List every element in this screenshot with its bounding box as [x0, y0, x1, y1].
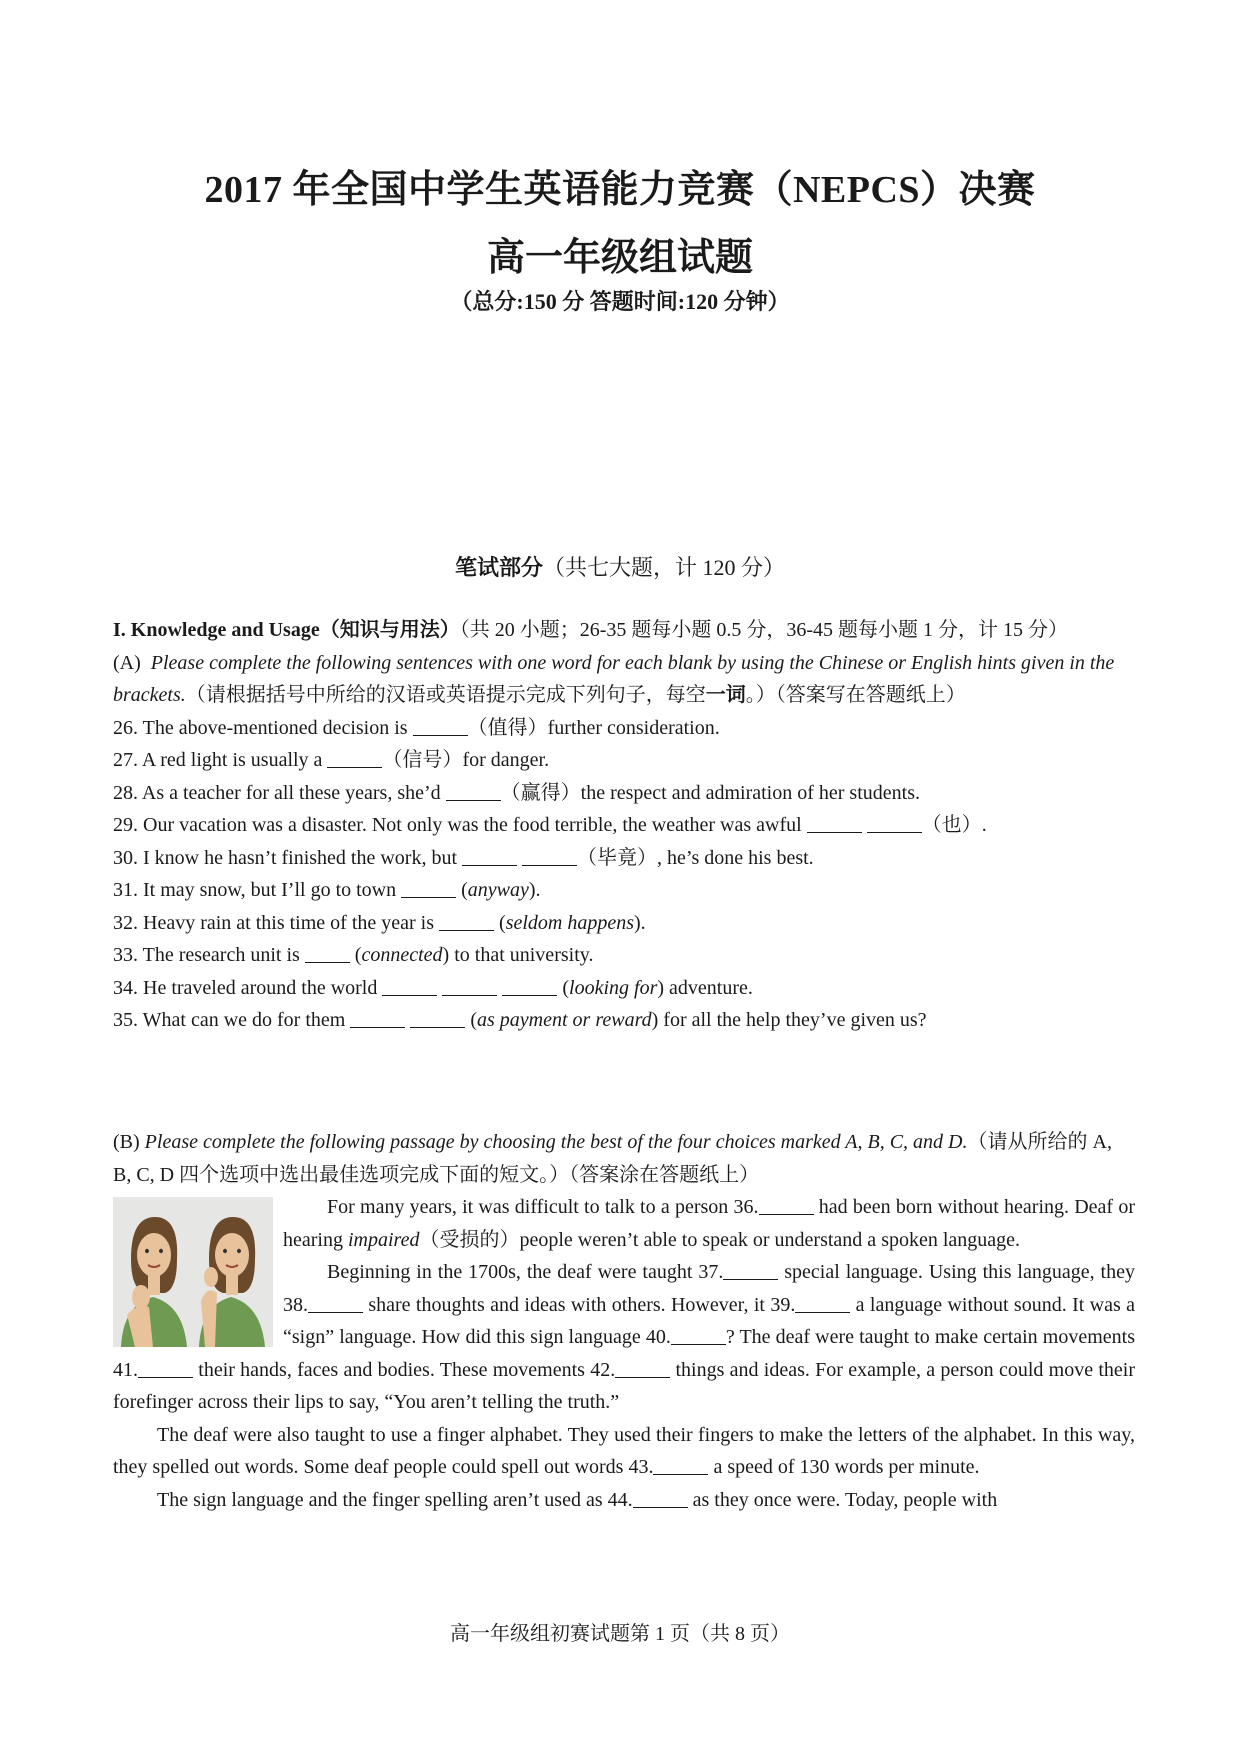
answer-blank[interactable] — [382, 975, 437, 996]
p2-part-e: ? The deaf were taught to make certain movements 41. — [113, 1326, 1135, 1381]
q33-post: ) to that university. — [442, 944, 594, 966]
q29-post: . — [981, 814, 987, 836]
q35-hint: as payment or reward — [477, 1009, 652, 1031]
answer-blank[interactable] — [413, 715, 468, 736]
exam-subtitle: 高一年级组试题 — [486, 237, 753, 279]
p4-part-a: The sign language and the finger spelling aren’t used as 44. — [157, 1488, 633, 1511]
question-32: 32. Heavy rain at this time of the year is (seldom happens). — [113, 911, 646, 934]
q26-hint: （值得） — [467, 716, 548, 739]
q27-hint: （信号） — [382, 749, 463, 771]
part-a-instr-cn-bold: 一词 — [705, 684, 746, 706]
section-title-bold: 笔试部分 — [454, 555, 543, 580]
part-one — [113, 614, 1135, 1037]
section-heading — [0, 551, 1240, 582]
answer-blank[interactable] — [867, 812, 922, 833]
p2-part-d: a language without sound. It was a “sign” language. How did this sign language 40. — [283, 1293, 1135, 1348]
question-28 — [113, 777, 1135, 810]
question-30 — [113, 842, 1135, 875]
exam-meta: （总分:150 分 答题时间:120 分钟） — [450, 289, 790, 314]
answer-blank[interactable] — [308, 1292, 363, 1313]
q32-hint: seldom happens — [505, 911, 635, 934]
two-women-signing-image — [113, 1197, 273, 1347]
part-b-instr-cn: （请从所给的 A, B, C, D 四个选项中选出最佳选项完成下面的短文。）（答案涂在答题纸上） — [113, 1131, 1112, 1186]
q27-text: 27. A red light is usually a — [113, 749, 328, 771]
answer-blank[interactable] — [671, 1324, 726, 1345]
p4-part-b: as they once were. Today, people with — [687, 1488, 998, 1511]
part-a-instr-en: Please complete the following sentences with one word for each blank by using the Chinese or English hints given in the brackets. — [113, 651, 1115, 706]
answer-blank[interactable] — [633, 1487, 688, 1508]
answer-blank[interactable] — [807, 812, 862, 833]
question-27 — [113, 744, 1135, 777]
answer-blank[interactable] — [327, 747, 382, 768]
q34-text: 34. He traveled around the world — [113, 976, 383, 999]
q32-post: ). — [634, 911, 646, 934]
answer-blank[interactable] — [138, 1357, 193, 1378]
q26-text: 26. The above-mentioned decision is — [113, 716, 413, 739]
q33-text: 33. The research unit is — [113, 944, 305, 966]
part-b-instr-en: Please complete the following passage by choosing the best of the four choices marked A, B, C, and D. — [144, 1131, 968, 1153]
answer-blank[interactable] — [442, 975, 497, 996]
answer-blank[interactable] — [350, 1007, 405, 1028]
p2-part-a: Beginning in the 1700s, the deaf were taught 37. — [327, 1261, 724, 1283]
p1-impaired: impaired — [347, 1228, 420, 1251]
answer-blank[interactable] — [446, 780, 501, 801]
q26-post: further consideration. — [547, 716, 720, 739]
passage-paragraph-3 — [113, 1419, 1135, 1484]
p1-part-a: For many years, it was difficult to talk to a person 36. — [327, 1196, 759, 1218]
answer-blank[interactable] — [305, 942, 350, 963]
answer-blank[interactable] — [410, 1007, 465, 1028]
p3-part-b: a speed of 130 words per minute. — [708, 1456, 980, 1478]
p2-part-g: things and ideas. For example, a person could move their forefinger across their lips to say, “You aren’t telling the truth.” — [113, 1358, 1136, 1413]
sign-language-illustration — [113, 1197, 273, 1347]
question-33: 33. The research unit is (connected) to that university. — [113, 944, 594, 966]
passage-paragraph-4 — [113, 1484, 1135, 1517]
answer-blank[interactable] — [502, 975, 557, 996]
answer-blank[interactable] — [522, 845, 577, 866]
page-footer: 高一年级组初赛试题第 1 页（共 8 页） — [450, 1623, 790, 1645]
q35-post: ) for all the help they’ve given us? — [651, 1009, 927, 1031]
p2-part-b: special language. Using this language, they 38. — [283, 1261, 1135, 1316]
p3-part-a: The deaf were also taught to use a finger alphabet. They used their fingers to make the letters of the alphabet. In this way, they spelled out words. Some deaf people could spell out words 43. — [113, 1423, 1135, 1478]
q35-text: 35. What can we do for them — [113, 1009, 351, 1031]
question-26 — [113, 712, 1135, 745]
p1-part-c: people weren’t able to speak or understand a spoken language. — [519, 1228, 1021, 1251]
part-b — [113, 1126, 1135, 1516]
q28-text: 28. As a teacher for all these years, she’d — [113, 781, 446, 804]
q34-post: ) adventure. — [657, 976, 753, 999]
question-31: 31. It may snow, but I’ll go to town (anyway). — [113, 879, 541, 901]
q30-hint: （毕竟） — [577, 846, 658, 869]
part-a-instruction — [113, 647, 1135, 712]
part-a-instr-cn-2: 。）（答案写在答题纸上） — [745, 684, 966, 706]
part-one-heading-rest: （共 20 小题；26-35 题每小题 0.5 分，36-45 题每小题 1 分，计 15 分） — [459, 619, 1069, 641]
p2-part-f: their hands, faces and bodies. These movements 42. — [193, 1358, 616, 1381]
part-b-instruction — [113, 1126, 1135, 1191]
question-35: 35. What can we do for them (as payment or reward) for all the help they’ve given us? — [113, 1009, 927, 1031]
q34-hint: looking for — [569, 976, 658, 999]
question-29 — [113, 809, 1135, 842]
answer-blank[interactable] — [615, 1357, 670, 1378]
answer-blank[interactable] — [795, 1292, 850, 1313]
answer-blank[interactable] — [653, 1454, 708, 1475]
part-b-label: (B) — [113, 1131, 140, 1153]
q33-hint: connected — [361, 944, 443, 966]
section-title-rest: （共七大题，计 120 分） — [543, 555, 786, 580]
q31-text: 31. It may snow, but I’ll go to town — [113, 879, 402, 901]
q28-hint: （赢得） — [500, 781, 581, 804]
part-one-heading-bold: I. Knowledge and Usage（知识与用法） — [113, 619, 460, 641]
q29-text: 29. Our vacation was a disaster. Not only was the food terrible, the weather was awful — [113, 814, 807, 836]
q28-post: the respect and admiration of her students. — [580, 781, 920, 804]
answer-blank[interactable] — [439, 910, 494, 931]
exam-title: 2017 年全国中学生英语能力竞赛（NEPCS）决赛 — [204, 169, 1036, 211]
q31-hint: anyway — [467, 879, 529, 901]
question-34: 34. He traveled around the world (looking for) adventure. — [113, 976, 753, 999]
q32-text: 32. Heavy rain at this time of the year is — [113, 911, 440, 934]
q30-text: 30. I know he hasn’t finished the work, but — [113, 846, 463, 869]
answer-blank[interactable] — [723, 1259, 778, 1280]
q29-hint: （也） — [921, 814, 982, 836]
p1-cn: （受损的） — [419, 1228, 520, 1251]
q30-post: , he’s done his best. — [657, 846, 814, 869]
q27-post: for danger. — [462, 749, 550, 771]
part-a-label: (A) — [113, 651, 141, 674]
p1-part-b: had been born without hearing. Deaf or hearing — [283, 1196, 1135, 1251]
part-a-instr-cn-1: （请根据括号中所给的汉语或英语提示完成下列句子，每空 — [185, 684, 706, 706]
answer-blank[interactable] — [401, 877, 456, 898]
p2-part-c: share thoughts and ideas with others. However, it 39. — [363, 1293, 796, 1316]
q31-post: ). — [528, 879, 541, 901]
answer-blank[interactable] — [759, 1194, 814, 1215]
answer-blank[interactable] — [462, 845, 517, 866]
part-one-heading — [113, 614, 1135, 647]
